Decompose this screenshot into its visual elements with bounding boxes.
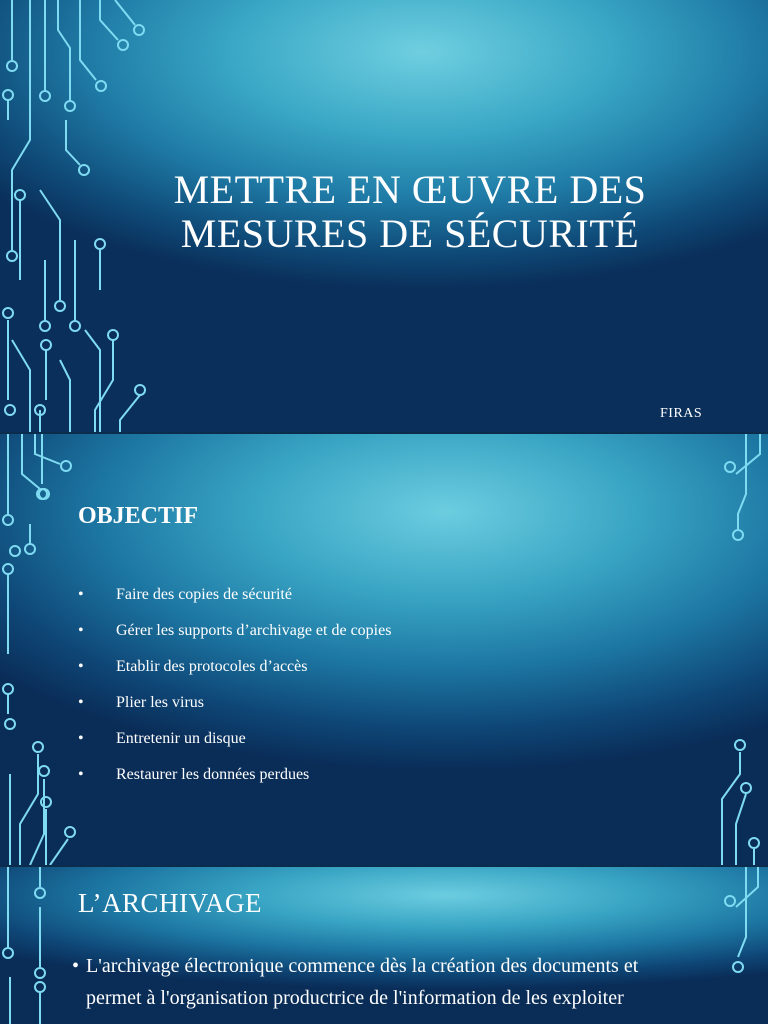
objective-heading: OBJECTIF (78, 503, 199, 529)
list-item (78, 763, 391, 799)
list-item (78, 655, 391, 691)
list-item-text: Faire des copies de sécurité (116, 586, 292, 603)
archiving-paragraph (72, 950, 722, 1014)
bullet-icon: • (78, 658, 84, 675)
bullet-icon: • (72, 955, 80, 977)
list-item-text: Etablir des protocoles d’accès (116, 658, 308, 675)
bullet-icon: • (78, 622, 84, 639)
archiving-heading: L’ARCHIVAGE (78, 888, 263, 918)
bullet-icon: • (78, 766, 84, 783)
circuit-decoration-left (0, 867, 60, 1024)
list-item (78, 727, 391, 763)
list-item (78, 619, 391, 655)
title-slide (0, 0, 768, 432)
list-item-text: Plier les virus (116, 694, 204, 711)
paragraph-line-1 (72, 950, 722, 982)
paragraph-line-2: permet à l'organisation productrice de l'information de les exploiter (86, 987, 624, 1009)
objective-list (78, 583, 391, 799)
bullet-icon: • (78, 586, 84, 603)
circuit-decoration-right (708, 434, 768, 865)
list-item-text: Entretenir un disque (116, 730, 246, 747)
bullet-icon: • (78, 694, 84, 711)
slide-title-line-1: METTRE EN ŒUVRE DES (173, 167, 647, 212)
paragraph-text-1: L'archivage électronique commence dès la création des documents et (86, 955, 639, 977)
list-item (78, 583, 391, 619)
bullet-icon: • (78, 730, 84, 747)
list-item-text: Restaurer les données perdues (116, 766, 310, 783)
list-item-text: Gérer les supports d’archivage et de copies (116, 622, 392, 639)
list-item (78, 691, 391, 727)
slide-title-line-2: MESURES DE SÉCURITÉ (180, 211, 640, 256)
author-name: FIRAS (660, 406, 703, 421)
circuit-decoration-left (0, 434, 90, 865)
slide-title (110, 168, 710, 256)
